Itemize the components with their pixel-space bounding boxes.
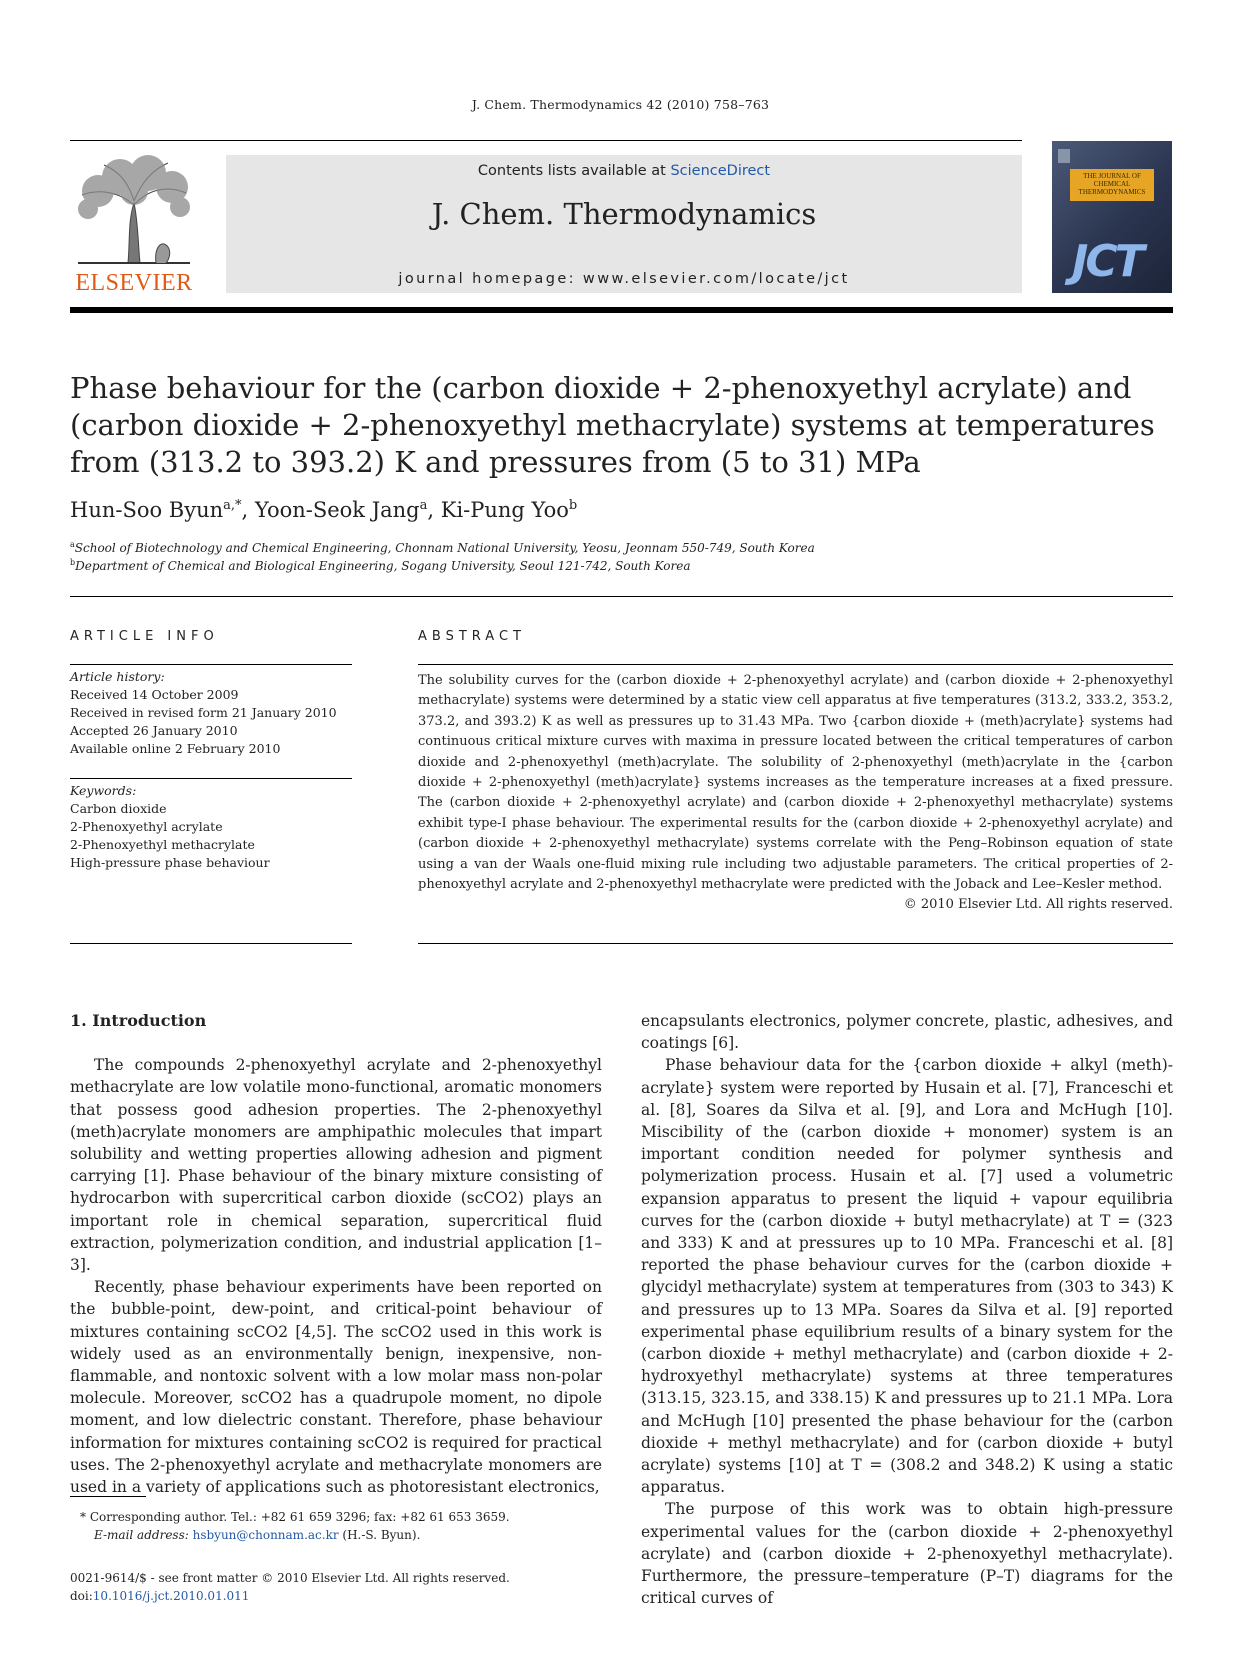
cover-mark: [1058, 149, 1070, 163]
keyword: 2-Phenoxyethyl methacrylate: [70, 837, 255, 852]
affiliation-sup: a: [70, 540, 75, 549]
tree-icon: [68, 151, 200, 269]
author-name[interactable]: Hun-Soo Byun: [70, 498, 224, 522]
author-sup: a: [419, 498, 428, 513]
issn-line: 0021-9614/$ - see front matter © 2010 Elsevier Ltd. All rights reserved.: [70, 1571, 510, 1585]
journal-banner: [226, 155, 1022, 293]
keyword: High-pressure phase behaviour: [70, 855, 270, 870]
header-thick-rule: [70, 307, 1173, 313]
email-label: E-mail address:: [94, 1528, 193, 1542]
history-label: Article history:: [70, 669, 165, 684]
email-suffix: (H.-S. Byun).: [338, 1528, 421, 1542]
keyword: 2-Phenoxyethyl acrylate: [70, 819, 223, 834]
contents-prefix: Contents lists available at: [477, 163, 671, 179]
article-info-bottom-rule: [70, 943, 352, 944]
footnote-email-line: [80, 1526, 510, 1544]
journal-homepage[interactable]: journal homepage: www.elsevier.com/locate/jct: [398, 271, 850, 287]
author-sup: a,*: [223, 498, 242, 513]
keywords-label: Keywords:: [70, 783, 137, 798]
keywords: [70, 782, 360, 872]
footnote-rule: [70, 1496, 146, 1497]
body-column-left: [70, 1010, 602, 1498]
abstract-rule: [418, 664, 1173, 665]
history-item: Available online 2 February 2010: [70, 741, 281, 756]
affiliation-text: Department of Chemical and Biological Engineering, Sogang University, Seoul 121-742, South Korea: [75, 559, 691, 573]
header-rule: [70, 140, 1022, 141]
running-head: J. Chem. Thermodynamics 42 (2010) 758–763: [471, 97, 770, 112]
affiliation: [70, 540, 815, 555]
author-name[interactable]: Ki-Pung Yoo: [440, 498, 569, 522]
paragraph: The compounds 2-phenoxyethyl acrylate and 2-phenoxyethyl methacrylate are low volatile mono-functional, aromatic monomers that possess good adhesion properties. The 2-phenoxyethyl (meth)acrylate monomers are amphipathic molecules that impart solubility and wetting properties allowing adhesion and pigment carrying [1]. Phase behaviour of the binary mixture consisting of hydrocarbon with supercritical carbon dioxide (scCO2) plays an important role in chemical separation, supercritical fluid extraction, polymerization condition, and industrial application [1–3].: [70, 1056, 602, 1275]
history-item: Received in revised form 21 January 2010: [70, 705, 337, 720]
sciencedirect-link[interactable]: ScienceDirect: [670, 163, 771, 179]
cover-logo: JCT: [1072, 236, 1142, 287]
elsevier-logo[interactable]: [68, 151, 200, 297]
email-link[interactable]: hsbyun@chonnam.ac.kr: [192, 1528, 339, 1542]
keywords-rule: [70, 778, 352, 779]
article-history: [70, 668, 360, 758]
journal-cover[interactable]: [1052, 141, 1172, 293]
doi-link[interactable]: 10.1016/j.jct.2010.01.011: [92, 1589, 250, 1603]
article-info-heading: ARTICLE INFO: [70, 629, 219, 644]
journal-title: J. Chem. Thermodynamics: [431, 197, 817, 231]
affiliation-text: School of Biotechnology and Chemical Engineering, Chonnam National University, Yeosu, Jeonnam 550-749, South Korea: [74, 541, 815, 555]
doi-line: [70, 1587, 510, 1605]
history-item: Received 14 October 2009: [70, 687, 239, 702]
author-sup: b: [568, 498, 578, 513]
contents-line: [226, 163, 1022, 179]
paragraph: encapsulants electronics, polymer concrete, plastic, adhesives, and coatings [6].: [641, 1012, 1173, 1053]
author-name[interactable]: Yoon-Seok Jang: [254, 498, 420, 522]
issn-block: [70, 1569, 510, 1605]
author-sep: ,: [241, 498, 255, 522]
paragraph: The purpose of this work was to obtain high-pressure experimental values for the (carbon dioxide + 2-phenoxyethyl acrylate) and (carbon dioxide + 2-phenoxyethyl methacrylate). Furthermore, the pressure–temperature (P–T) diagrams for the critical curves of: [641, 1500, 1173, 1608]
cover-band: THE JOURNAL OF CHEMICAL THERMODYNAMICS: [1070, 169, 1154, 201]
abstract-heading: ABSTRACT: [418, 629, 526, 644]
section-title: 1. Introduction: [70, 1011, 207, 1030]
title-rule: [70, 596, 1173, 597]
paragraph: Recently, phase behaviour experiments have been reported on the bubble-point, dew-point, and critical-point behaviour of mixtures containing scCO2 [4,5]. The scCO2 used in this work is widely used as an environmentally benign, inexpensive, non-flammable, and nontoxic solvent with a low molar mass non-polar molecule. Moreover, scCO2 has a quadrupole moment, no dipole moment, and low dielectric constant. Therefore, phase behaviour information for mixtures containing scCO2 is required for practical uses. The 2-phenoxyethyl acrylate and methacrylate monomers are used in a variety of applications such as photoresistant electronics,: [70, 1278, 602, 1497]
abstract-text: The solubility curves for the (carbon dioxide + 2-phenoxyethyl acrylate) and (carbon dioxide + 2-phenoxyethyl methacrylate) systems were determined by a static view cell apparatus at five temperatures (313.2, 333.2, 353.2, 373.2, and 393.2) K as well as pressures up to 31.43 MPa. Two {carbon dioxide + (meth)acrylate} systems had continuous critical mixture curves with maxima in pressure located between the critical temperatures of carbon dioxide and 2-phenoxyethyl (meth)acrylate. The solubility of 2-phenoxyethyl (meth)acrylate in the {carbon dioxide + 2-phenoxyethyl (meth)acrylate} systems increases as the temperature increases at a fixed pressure. The (carbon dioxide + 2-phenoxyethyl acrylate) and (carbon dioxide + 2-phenoxyethyl methacrylate) systems exhibit type-I phase behaviour. The experimental results for the (carbon dioxide + 2-phenoxyethyl acrylate) and (carbon dioxide + 2-phenoxyethyl methacrylate) systems correlate with the Peng–Robinson equation of state using a van der Waals one-fluid mixing rule including two adjustable parameters. The critical properties of 2-phenoxyethyl acrylate and 2-phenoxyethyl methacrylate were predicted with the Joback and Lee–Kesler method.: [418, 673, 1173, 893]
footnote-corresponding: * Corresponding author. Tel.: +82 61 659 3296; fax: +82 61 653 3659.: [80, 1510, 510, 1524]
abstract-copyright: © 2010 Elsevier Ltd. All rights reserved.: [903, 897, 1173, 913]
abstract-body: [418, 671, 1173, 916]
article-info-rule: [70, 664, 352, 665]
affiliation-sup: b: [70, 558, 76, 567]
body-column-right: [641, 1010, 1173, 1609]
history-item: Accepted 26 January 2010: [70, 723, 238, 738]
author-list: [70, 498, 577, 522]
footnote: [80, 1508, 510, 1544]
author-sep: ,: [427, 498, 441, 522]
paragraph: Phase behaviour data for the {carbon dioxide + alkyl (meth)-acrylate} system were reported by Husain et al. [7], Franceschi et al. [8], Soares da Silva et al. [9], and Lora and McHugh [10]. Miscibility of the (carbon dioxide + monomer) system is an important condition needed for polymer synthesis and polymerization process. Husain et al. [7] used a volumetric expansion apparatus to present the liquid + vapour equilibria curves for the (carbon dioxide + butyl methacrylate) at T = (323 and 333) K and at pressures up to 10 MPa. Franceschi et al. [8] reported the phase behaviour curves for the (carbon dioxide + glycidyl methacrylate) system at temperatures from (303 to 343) K and pressures up to 13 MPa. Soares da Silva et al. [9] reported experimental phase equilibrium results of a binary system for the (carbon dioxide + methyl methacrylate) and (carbon dioxide + 2-hydroxyethyl methacrylate) systems at three temperatures (313.15, 323.15, and 338.15) K and pressures up to 21.1 MPa. Lora and McHugh [10] presented the phase behaviour for the (carbon dioxide + methyl methacrylate) and for (carbon dioxide + butyl acrylate) systems [10] at T = (308.2 and 348.2) K using a static apparatus.: [641, 1056, 1173, 1497]
doi-label: doi:: [70, 1589, 93, 1603]
article-title: Phase behaviour for the (carbon dioxide + 2-phenoxyethyl acrylate) and (carbon dioxide + 2-phenoxyethyl methacrylate) systems at temperatures from (313.2 to 393.2) K and pressures from (5 to 31) MPa: [70, 371, 1155, 479]
keyword: Carbon dioxide: [70, 801, 167, 816]
abstract-bottom-rule: [418, 943, 1173, 944]
elsevier-wordmark: ELSEVIER: [75, 270, 193, 296]
affiliation: [70, 558, 691, 573]
